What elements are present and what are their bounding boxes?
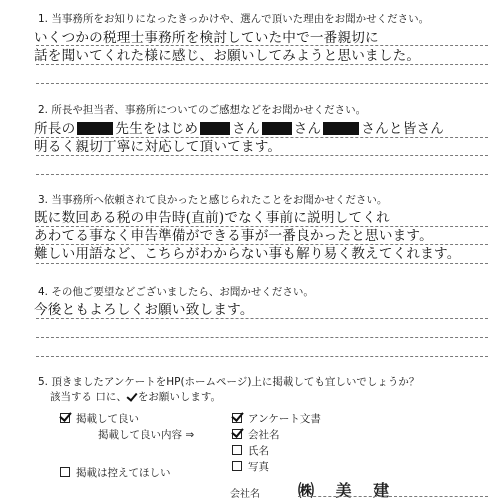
answer-1-line-2: 話を聞いてくれた様に感じ、お願いしてみようと思いました。 [34, 48, 421, 64]
answer-line [36, 318, 488, 319]
option-survey-document[interactable] [232, 412, 321, 426]
company-name-label: 会社名 [230, 489, 260, 500]
answer-line [36, 244, 488, 245]
answer-line [36, 337, 488, 338]
answer-3-line-1: 既に数回ある税の申告時(直前)でなく事前に説明してくれ [34, 210, 390, 226]
option-label: 会社名 [248, 429, 280, 441]
answer-line [36, 155, 488, 156]
option-label: 写真 [248, 461, 269, 473]
answer-2-line-1 [34, 121, 490, 137]
option-company-name[interactable] [232, 428, 280, 442]
checkbox-survey-document[interactable] [232, 413, 242, 423]
question-1: 1. 当事務所をお知りになったきっかけや、選んで頂いた理由をお聞かせください。 [38, 13, 430, 25]
answer-1-line-1: いくつかの税理士事務所を検討していた中で一番親切に [34, 30, 379, 46]
option-label: アンケート文書 [248, 413, 321, 425]
question-5-text: をお願いします。 [137, 391, 222, 403]
company-name-value: ㈱ 美 建 [298, 481, 398, 500]
answer-line [36, 83, 488, 84]
answer-3-line-2: あわてる事なく申告準備ができる事が一番良かったと思います。 [34, 228, 433, 244]
answer-2-text: さん [293, 121, 322, 137]
answer-3-line-3: 難しい用語など、こちらがわからない事も解り易く教えてくれます。 [34, 246, 461, 262]
answer-line [36, 64, 488, 65]
answer-line [36, 174, 488, 175]
option-publish-decline[interactable] [60, 466, 171, 480]
checkbox-publish-ok[interactable] [60, 413, 70, 423]
redaction-block [77, 122, 113, 135]
redaction-block [323, 122, 359, 135]
answer-2-text: さん [232, 121, 260, 137]
checkbox-company-name[interactable] [232, 429, 242, 439]
answer-line [298, 496, 488, 497]
publish-contents-label: 掲載して良い内容 ⇒ [98, 429, 195, 441]
checkmark-icon [126, 391, 137, 402]
question-5-line-2 [50, 391, 500, 404]
question-2: 2. 所長や担当者、事務所についてのご感想などをお聞かせください。 [38, 104, 367, 116]
answer-2-line-2: 明るく親切丁寧に対応して頂いてます。 [34, 139, 282, 155]
redaction-block [262, 122, 292, 135]
question-4: 4. その他ご要望などございましたら、お聞かせください。 [38, 286, 314, 298]
checkbox-photo[interactable] [232, 461, 242, 471]
answer-line [36, 45, 488, 46]
answer-2-text: 先生をはじめ [115, 121, 199, 137]
answer-line [36, 226, 488, 227]
option-label: 掲載は控えてほしい [76, 467, 171, 479]
answer-line [36, 263, 488, 264]
question-5-text: 該当する 口に、 [50, 391, 127, 403]
answer-line [36, 137, 488, 138]
option-photo[interactable] [232, 460, 269, 474]
answer-line [36, 356, 488, 357]
question-5-line-1: 5. 頂きましたアンケートをHP(ホームページ)上に掲載しても宜しいでしょうか？ [38, 376, 420, 388]
answer-4-line-1: 今後ともよろしくお願い致します。 [34, 302, 254, 318]
question-3: 3. 当事務所へ依頼されて良かったと感じられたことをお聞かせください。 [38, 194, 388, 206]
checkbox-person-name[interactable] [232, 445, 242, 455]
option-person-name[interactable] [232, 444, 269, 458]
option-publish-ok[interactable] [60, 412, 139, 426]
option-label: 掲載して良い [76, 413, 139, 425]
checkbox-publish-decline[interactable] [60, 467, 70, 477]
option-label: 氏名 [248, 445, 269, 457]
redaction-block [200, 122, 230, 135]
answer-2-text: さんと皆さん [361, 121, 445, 137]
answer-2-text: 所長の [34, 121, 76, 137]
